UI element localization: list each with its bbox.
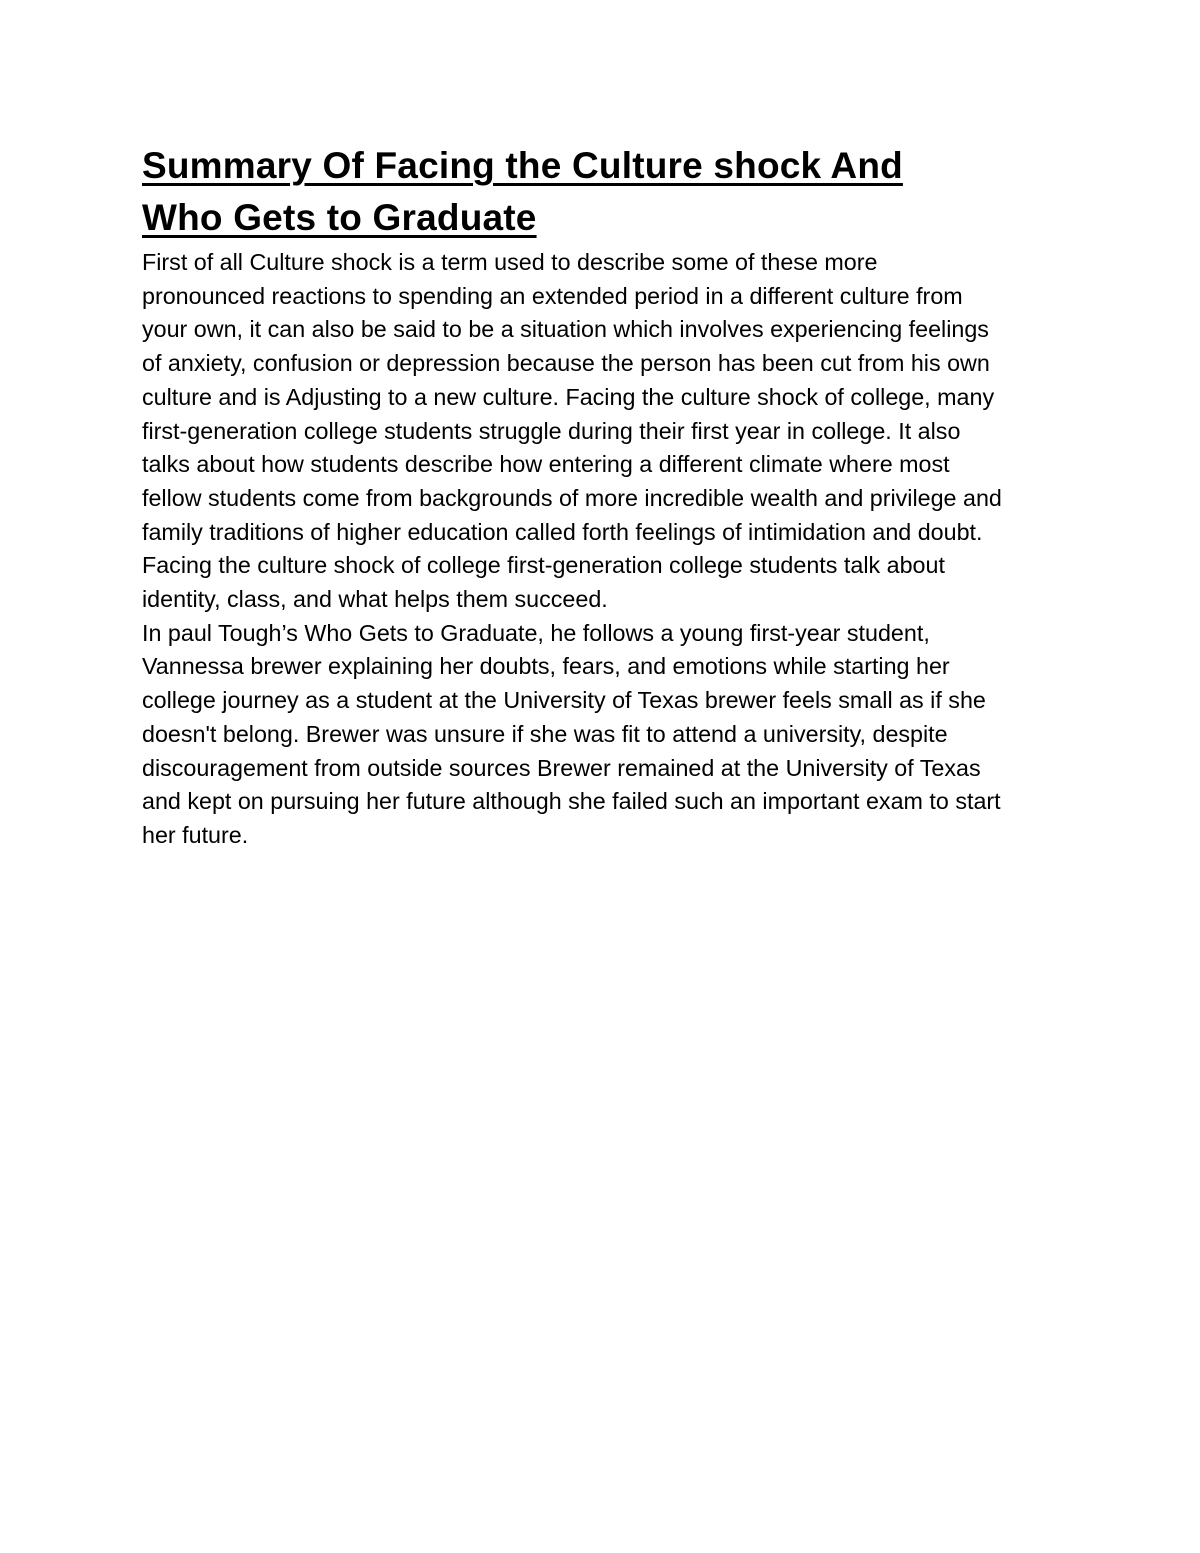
body-line: identity, class, and what helps them succeed.: [142, 586, 608, 613]
body-line: of anxiety, confusion or depression because the person has been cut from his own: [142, 350, 990, 377]
body-line: Vannessa brewer explaining her doubts, fears, and emotions while starting her: [142, 653, 950, 680]
body-line: discouragement from outside sources Brewer remained at the University of Texas: [142, 754, 981, 781]
body-line: fellow students come from backgrounds of more incredible wealth and privilege and: [142, 484, 1002, 511]
body-line: culture and is Adjusting to a new culture. Facing the culture shock of college, many: [142, 383, 995, 410]
title-line: Who Gets to Graduate: [142, 197, 537, 238]
body-line: college journey as a student at the University of Texas brewer feels small as if she: [142, 687, 986, 714]
body-line: her future.: [142, 821, 249, 848]
document-title: [142, 140, 1072, 244]
body-line: your own, it can also be said to be a situation which involves experiencing feelings: [142, 316, 989, 343]
document-body: [142, 246, 1072, 853]
document-content: [142, 140, 1072, 853]
body-line: family traditions of higher education called forth feelings of intimidation and doubt.: [142, 518, 983, 545]
body-line: Facing the culture shock of college first-generation college students talk about: [142, 552, 945, 579]
body-line: pronounced reactions to spending an extended period in a different culture from: [142, 282, 963, 309]
body-line: doesn't belong. Brewer was unsure if she was fit to attend a university, despite: [142, 720, 948, 747]
title-line: Summary Of Facing the Culture shock And: [142, 145, 903, 186]
body-line: talks about how students describe how entering a different climate where most: [142, 451, 950, 478]
body-line: In paul Tough’s Who Gets to Graduate, he follows a young first-year student,: [142, 619, 930, 646]
body-line: first-generation college students struggle during their first year in college. It also: [142, 417, 961, 444]
body-line: and kept on pursuing her future although she failed such an important exam to start: [142, 788, 1001, 815]
body-line: First of all Culture shock is a term used to describe some of these more: [142, 249, 878, 275]
